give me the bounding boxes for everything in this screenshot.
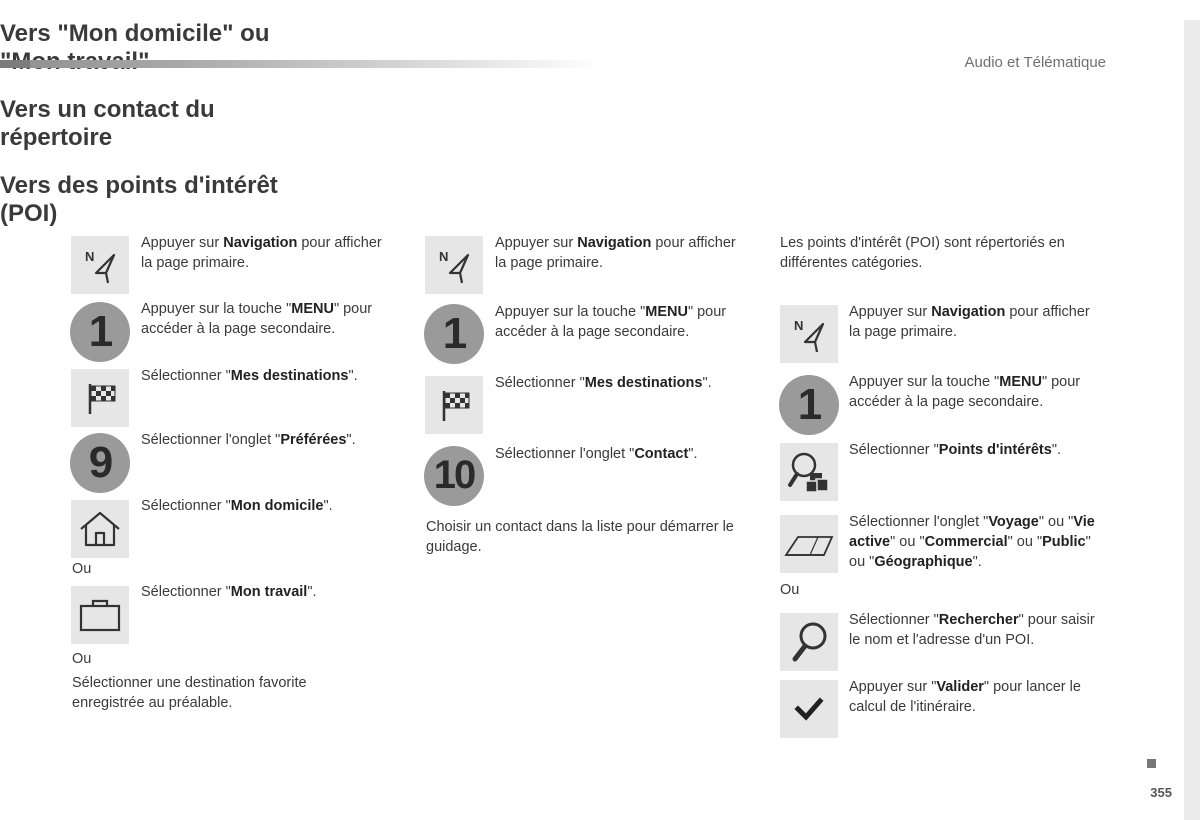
step-text: Sélectionner "Mon travail". [141,583,317,600]
step-text: Sélectionner l'onglet "Contact". [495,445,698,462]
step-text: Appuyer sur la touche "MENU" pour accéder à la page secondaire. [849,373,1081,410]
step-text: Sélectionner l'onglet "Préférées". [141,431,356,448]
step-number-badge: 9 [70,433,130,493]
navigation-icon [780,305,838,363]
checkered-flag-icon [425,376,483,434]
or-label: Ou [72,650,92,667]
page-number: 355 [1150,784,1172,800]
note-text: Sélectionner une destination favorite enregistrée au préalable. [72,674,307,711]
intro-text: Les points d'intérêt (POI) sont répertoriés en différentes catégories. [780,234,1065,271]
or-label: Ou [780,581,800,598]
page-edge-strip [1184,20,1200,820]
poi-search-icon [780,443,838,501]
column-title: Vers un contact du répertoire [0,95,215,151]
section-title: Audio et Télématique [964,53,1106,71]
column-title: Vers des points d'intérêt (POI) [0,171,278,227]
step-text: Appuyer sur "Valider" pour lancer le calcul de l'itinéraire. [849,678,1081,715]
page-marker [1147,759,1156,768]
checkmark-icon [780,680,838,738]
header-gradient-bar [0,60,600,68]
home-icon [71,500,129,558]
step-text: Appuyer sur la touche "MENU" pour accéder à la page secondaire. [141,300,373,337]
step-text: Sélectionner "Mon domicile". [141,497,333,514]
column-title: Vers "Mon domicile" ou [0,19,270,47]
step-number-badge: 1 [424,304,484,364]
navigation-icon [425,236,483,294]
svg-text:N: N [794,317,804,333]
checkered-flag-icon [71,369,129,427]
step-text: Sélectionner "Rechercher" pour saisir le nom et l'adresse d'un POI. [849,611,1095,648]
step-number-badge: 1 [779,375,839,435]
step-text: Appuyer sur la touche "MENU" pour accéder à la page secondaire. [495,303,727,340]
category-tabs-icon [780,515,838,573]
step-text: Sélectionner l'onglet "Voyage" ou "Vie active" ou "Commercial" ou "Public" ou "Géographique". [849,513,1095,570]
step-text: Sélectionner "Mes destinations". [495,374,712,391]
step-text: Appuyer sur Navigation pour afficher la page primaire. [495,234,736,271]
briefcase-icon [71,586,129,644]
navigation-icon [71,236,129,294]
or-label: Ou [72,560,92,577]
step-number-badge: 1 [70,302,130,362]
svg-text:N: N [85,248,95,264]
step-text: Sélectionner "Points d'intérêts". [849,441,1062,458]
step-text: Appuyer sur Navigation pour afficher la page primaire. [141,234,382,271]
step-number-badge: 10 [424,446,484,506]
step-text: Appuyer sur Navigation pour afficher la page primaire. [849,303,1090,340]
step-text: Sélectionner "Mes destinations". [141,367,358,384]
svg-text:N: N [439,248,449,264]
search-icon [780,613,838,671]
note-text: Choisir un contact dans la liste pour démarrer le guidage. [426,518,734,555]
header-bar-accent [0,60,30,68]
